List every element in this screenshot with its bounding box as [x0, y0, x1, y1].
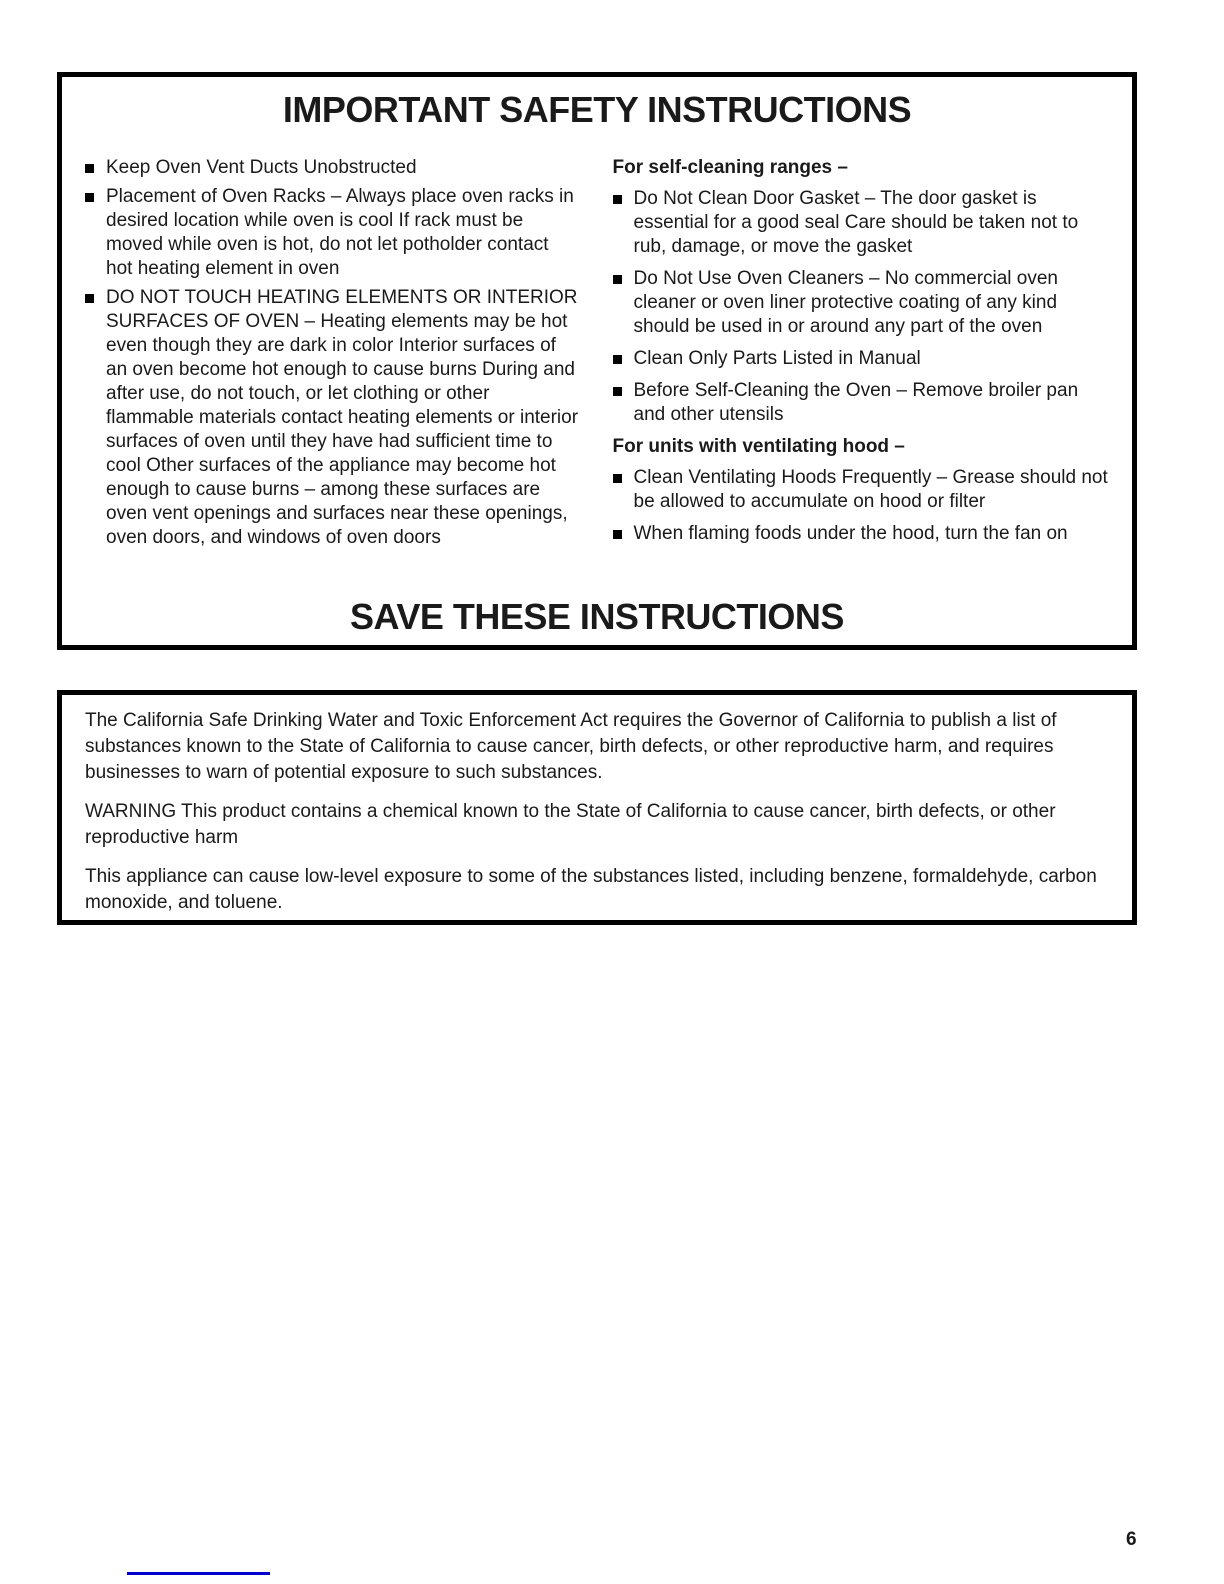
warning-paragraph: This appliance can cause low-level exposure to some of the substances listed, including benzene, formaldehyde, carbon monoxide, and toluene.	[85, 866, 1097, 913]
list-item-text: Clean Only Parts Listed in Manual	[633, 348, 921, 370]
bullet-square-icon	[613, 355, 622, 364]
list-item	[85, 156, 579, 180]
section-heading: For units with ventilating hood –	[612, 436, 905, 458]
list-item	[85, 286, 579, 550]
list-item-text: Do Not Use Oven Cleaners – No commercial oven cleaner or oven liner protective coating of any kind should be used in or around any part of the oven	[633, 268, 1059, 338]
list-item-text: Keep Oven Vent Ducts Unobstructed	[106, 157, 417, 179]
warning-paragraph: The California Safe Drinking Water and Toxic Enforcement Act requires the Governor of California to publish a list of substances known to the State of California to cause cancer, birth defects, or other reproductive harm, and requires businesses to warn of potential exposure to such substances.	[85, 710, 1057, 783]
footer-underline-rule	[127, 1572, 270, 1575]
list-item-text: Clean Ventilating Hoods Frequently – Grease should not be allowed to accumulate on hood or filter	[633, 467, 1108, 513]
safety-left-column	[85, 156, 579, 555]
list-item	[85, 185, 579, 281]
list-item	[613, 347, 1115, 371]
list-item-text: Placement of Oven Racks – Always place oven racks in desired location while oven is cool If rack must be moved while oven is hot, do not let potholder contact hot heating element in oven	[106, 186, 574, 280]
bullet-square-icon	[85, 193, 94, 202]
save-instructions-title: SAVE THESE INSTRUCTIONS	[350, 596, 844, 637]
section-heading: For self-cleaning ranges –	[612, 157, 848, 179]
list-item	[613, 379, 1115, 427]
bullet-square-icon	[613, 387, 622, 396]
warning-paragraph: WARNING This product contains a chemical known to the State of California to cause cancer, birth defects, or other reproductive harm	[85, 801, 1056, 848]
list-item	[613, 267, 1115, 339]
list-item-text: Before Self-Cleaning the Oven – Remove broiler pan and other utensils	[633, 380, 1079, 426]
safety-instructions-box	[57, 72, 1137, 650]
bullet-square-icon	[613, 530, 622, 539]
safety-box-title: IMPORTANT SAFETY INSTRUCTIONS	[282, 89, 912, 130]
list-item	[613, 187, 1115, 259]
list-item-text: Do Not Clean Door Gasket – The door gasket is essential for a good seal Care should be taken not to rub, damage, or move the gasket	[633, 188, 1079, 258]
page-number: 6	[1126, 1529, 1137, 1550]
list-item-text: When flaming foods under the hood, turn the fan on	[633, 523, 1068, 545]
ventilating-hood-section	[613, 435, 1115, 546]
list-item	[613, 522, 1115, 546]
safety-right-column	[613, 156, 1115, 555]
safety-columns	[85, 156, 1114, 555]
self-cleaning-section	[613, 156, 1115, 427]
bullet-square-icon	[613, 474, 622, 483]
bullet-square-icon	[613, 275, 622, 284]
bullet-square-icon	[85, 294, 94, 303]
bullet-square-icon	[85, 164, 94, 173]
list-item	[613, 466, 1115, 514]
bullet-square-icon	[613, 195, 622, 204]
list-item-text: DO NOT TOUCH HEATING ELEMENTS OR INTERIOR SURFACES OF OVEN – Heating elements may be hot even though they are dark in color Interior surfaces of an oven become hot enough to cause burns During and after use, do not touch, or let clothing or other flammable materials contact heating elements or interior surfaces of oven until they have had sufficient time to cool Other surfaces of the appliance may become hot enough to cause burns – among these surfaces are oven vent openings and surfaces near these openings, oven doors, and windows of oven doors	[106, 287, 579, 549]
california-warning-box	[57, 690, 1137, 925]
